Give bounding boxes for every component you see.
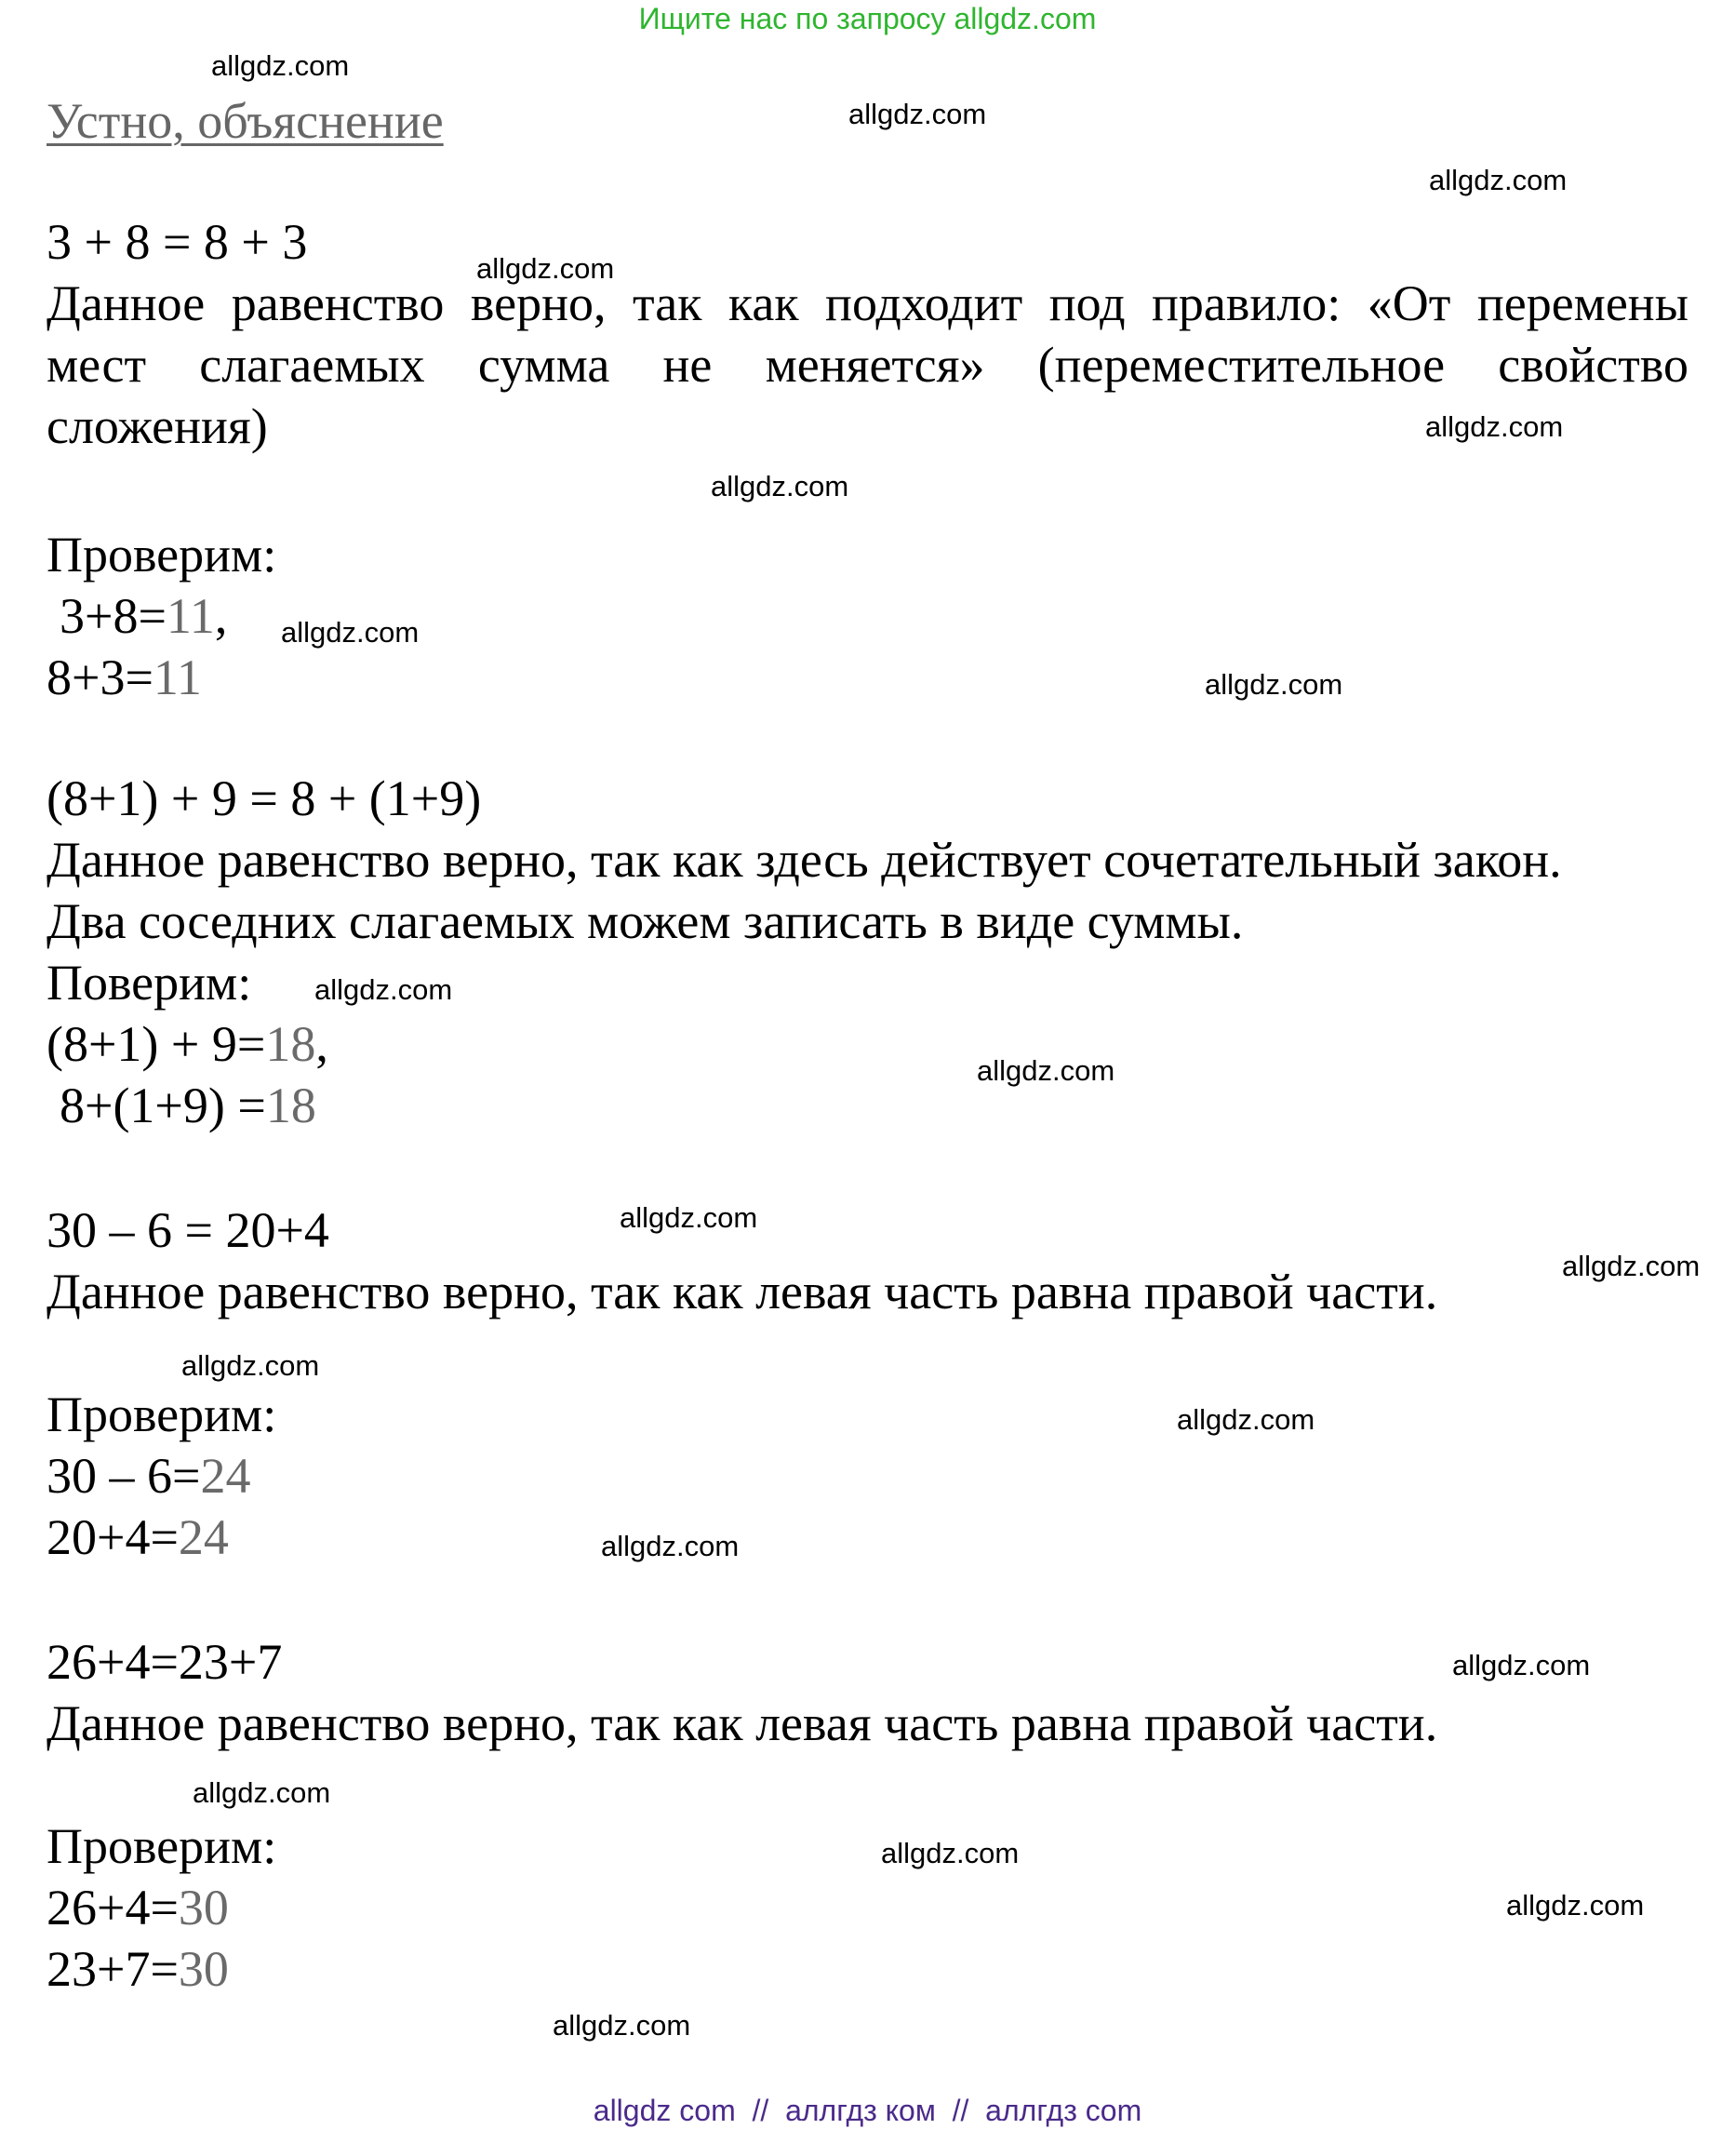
check-result: 11: [153, 649, 202, 705]
explanation-2-line-1: Данное равенство верно, так как здесь действует сочетательный закон.: [47, 832, 1562, 888]
check-label-3: Проверим:: [47, 1386, 277, 1442]
promo-banner[interactable]: Ищите нас по запросу allgdz.com: [638, 2, 1097, 35]
check-result: 18: [265, 1078, 316, 1133]
watermark: allgdz.com: [1562, 1250, 1701, 1282]
check-expression: 20+4=: [47, 1509, 179, 1565]
watermark: allgdz.com: [1177, 1403, 1315, 1436]
explanation-4-line-1: Данное равенство верно, так как левая часть равна правой части.: [47, 1695, 1438, 1751]
watermark: allgdz.com: [211, 49, 350, 82]
equation-2: (8+1) + 9 = 8 + (1+9): [47, 770, 482, 826]
check-separator: ,: [315, 1016, 328, 1072]
check-1-row-2: [47, 648, 202, 707]
equation-1: 3 + 8 = 8 + 3: [47, 214, 308, 270]
check-separator: ,: [214, 588, 228, 644]
footer-links[interactable]: allgdz com // аллгдз ком // аллгдз com: [593, 2094, 1142, 2127]
watermark: allgdz.com: [1205, 668, 1343, 701]
check-result: 11: [166, 588, 215, 644]
check-1-row-1: [60, 586, 227, 646]
check-expression: (8+1) + 9=: [47, 1016, 266, 1072]
explanation-2-line-2: Два соседних слагаемых можем записать в виде суммы.: [47, 893, 1244, 949]
equation-3: 30 – 6 = 20+4: [47, 1202, 329, 1258]
watermark: allgdz.com: [881, 1837, 1020, 1869]
watermark: allgdz.com: [181, 1349, 320, 1382]
watermark: allgdz.com: [553, 2009, 691, 2042]
watermark: allgdz.com: [314, 973, 453, 1006]
watermark: allgdz.com: [1429, 164, 1568, 196]
watermark: allgdz.com: [476, 252, 615, 285]
explanation-1-line-3: сложения): [47, 398, 268, 454]
watermark: allgdz.com: [1506, 1889, 1645, 1922]
check-expression: 26+4=: [47, 1880, 179, 1935]
check-expression: 30 – 6=: [47, 1448, 201, 1504]
check-2-row-1: [47, 1014, 328, 1074]
watermark: allgdz.com: [620, 1201, 758, 1234]
check-expression: 8+(1+9) =: [60, 1078, 266, 1133]
check-4-row-1: [47, 1878, 229, 1937]
watermark: allgdz.com: [1425, 410, 1564, 443]
check-result: 18: [265, 1016, 316, 1072]
check-label-1: Проверим:: [47, 527, 277, 583]
explanation-1-line-1: Данное равенство верно, так как подходит под правило: «От перемены: [47, 275, 1688, 331]
watermark: allgdz.com: [848, 98, 987, 130]
check-result: 24: [200, 1448, 251, 1504]
check-expression: 3+8=: [60, 588, 167, 644]
check-label-4: Проверим:: [47, 1818, 277, 1874]
watermark: allgdz.com: [281, 616, 420, 649]
watermark: allgdz.com: [601, 1530, 740, 1562]
check-4-row-2: [47, 1939, 229, 1999]
equation-4: 26+4=23+7: [47, 1634, 283, 1690]
check-result: 24: [178, 1509, 229, 1565]
watermark: allgdz.com: [977, 1054, 1115, 1087]
page-title: Устно, объяснение: [47, 93, 444, 149]
check-2-row-2: [60, 1076, 316, 1135]
check-expression: 23+7=: [47, 1941, 179, 1997]
explanation-1-line-2: мест слагаемых сумма не меняется» (переместительное свойство: [47, 337, 1688, 393]
check-result: 30: [178, 1880, 229, 1935]
check-3-row-1: [47, 1446, 250, 1506]
check-result: 30: [178, 1941, 229, 1997]
explanation-3-line-1: Данное равенство верно, так как левая часть равна правой части.: [47, 1264, 1438, 1319]
watermark: allgdz.com: [1452, 1649, 1591, 1681]
check-label-2: Поверим:: [47, 955, 252, 1011]
check-3-row-2: [47, 1507, 229, 1567]
check-expression: 8+3=: [47, 649, 153, 705]
watermark: allgdz.com: [711, 470, 849, 502]
watermark: allgdz.com: [193, 1776, 331, 1809]
